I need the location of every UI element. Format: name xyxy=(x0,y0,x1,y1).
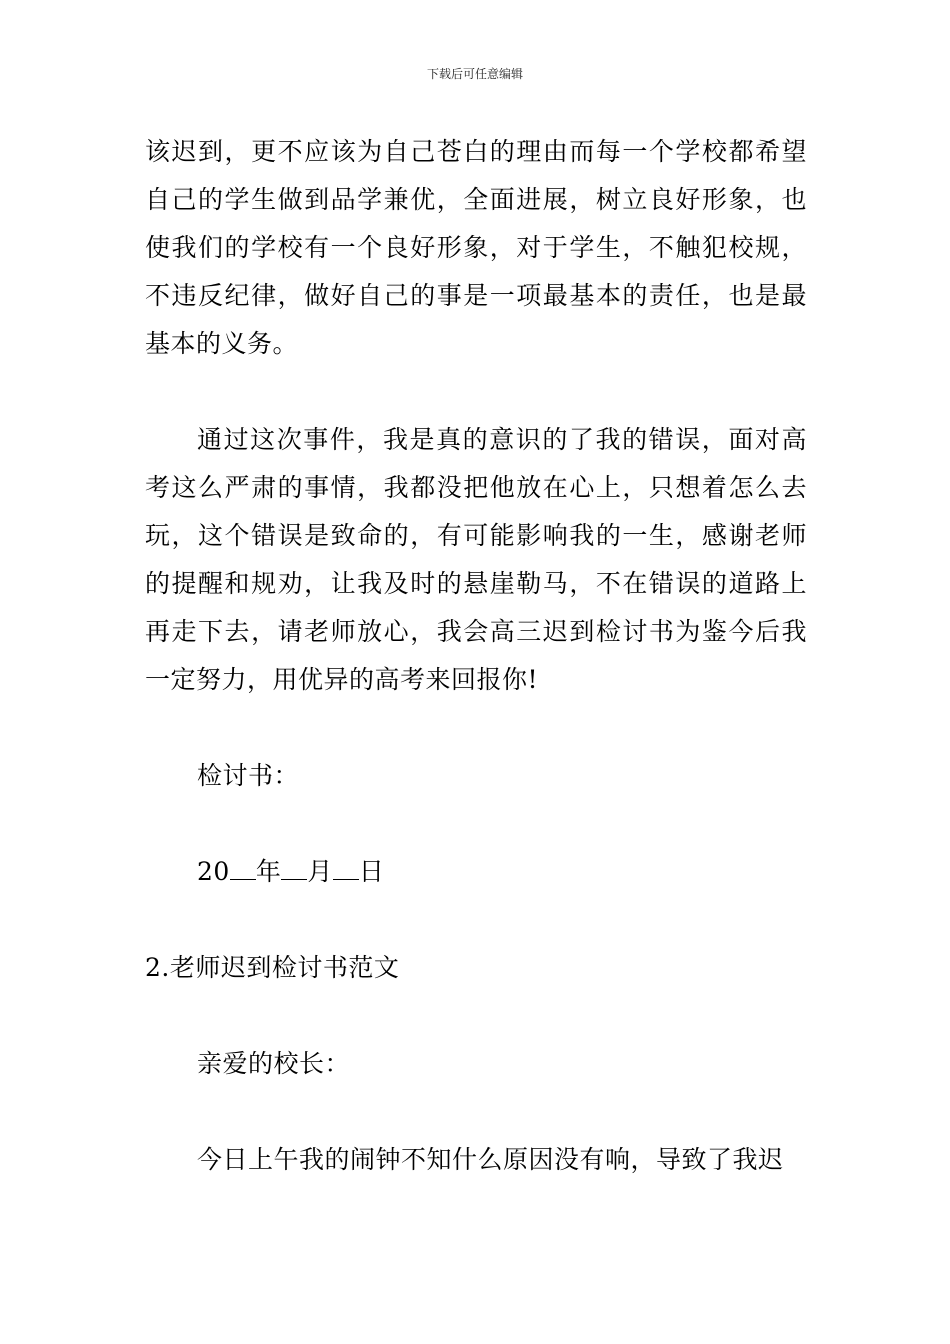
date-month-label: 月 xyxy=(307,857,333,886)
paragraph-opening: 今日上午我的闹钟不知什么原因没有响，导致了我迟 xyxy=(197,1145,784,1174)
paragraph-reflection: 通过这次事件，我是真的意识的了我的错误，面对高考这么严肃的事情，我都没把他放在心上，只想着怎么去玩，这个错误是致命的，有可能影响我的一生，感谢老师的提醒和规劝，让我及时的悬崖勒马，不在错误的道路上再走下去，请老师放心，我会高三迟到检讨书为鉴今后我一定努力，用优异的高考来回报你! xyxy=(145,425,807,694)
paragraph-gap xyxy=(145,1088,807,1136)
date-blank-month xyxy=(281,857,307,880)
date-year-label: 年 xyxy=(255,857,282,886)
date-line xyxy=(145,848,807,896)
paragraph-gap xyxy=(145,896,807,944)
section-heading: 2.老师迟到检讨书范文 xyxy=(145,953,400,982)
date-year-prefix: 20 xyxy=(197,857,230,886)
signature-label: 检讨书： xyxy=(197,761,300,790)
salutation: 亲爱的校长： xyxy=(197,1049,351,1078)
paragraph-gap xyxy=(145,368,807,416)
paragraph-continuation: 该迟到，更不应该为自己苍白的理由而每一个学校都希望自己的学生做到品学兼优，全面进展，树立良好形象，也使我们的学校有一个良好形象，对于学生，不触犯校规，不违反纪律，做好自己的事是一项最基本的责任，也是最基本的义务。 xyxy=(145,137,807,358)
date-blank-day xyxy=(333,857,359,880)
paragraph-gap xyxy=(145,800,807,848)
page-header: 下载后可任意编辑 xyxy=(426,67,523,81)
paragraph-gap xyxy=(145,704,807,752)
document-body xyxy=(145,128,807,1184)
paragraph-gap xyxy=(145,992,807,1040)
date-day-label: 日 xyxy=(358,857,385,886)
date-blank-year xyxy=(230,857,256,880)
